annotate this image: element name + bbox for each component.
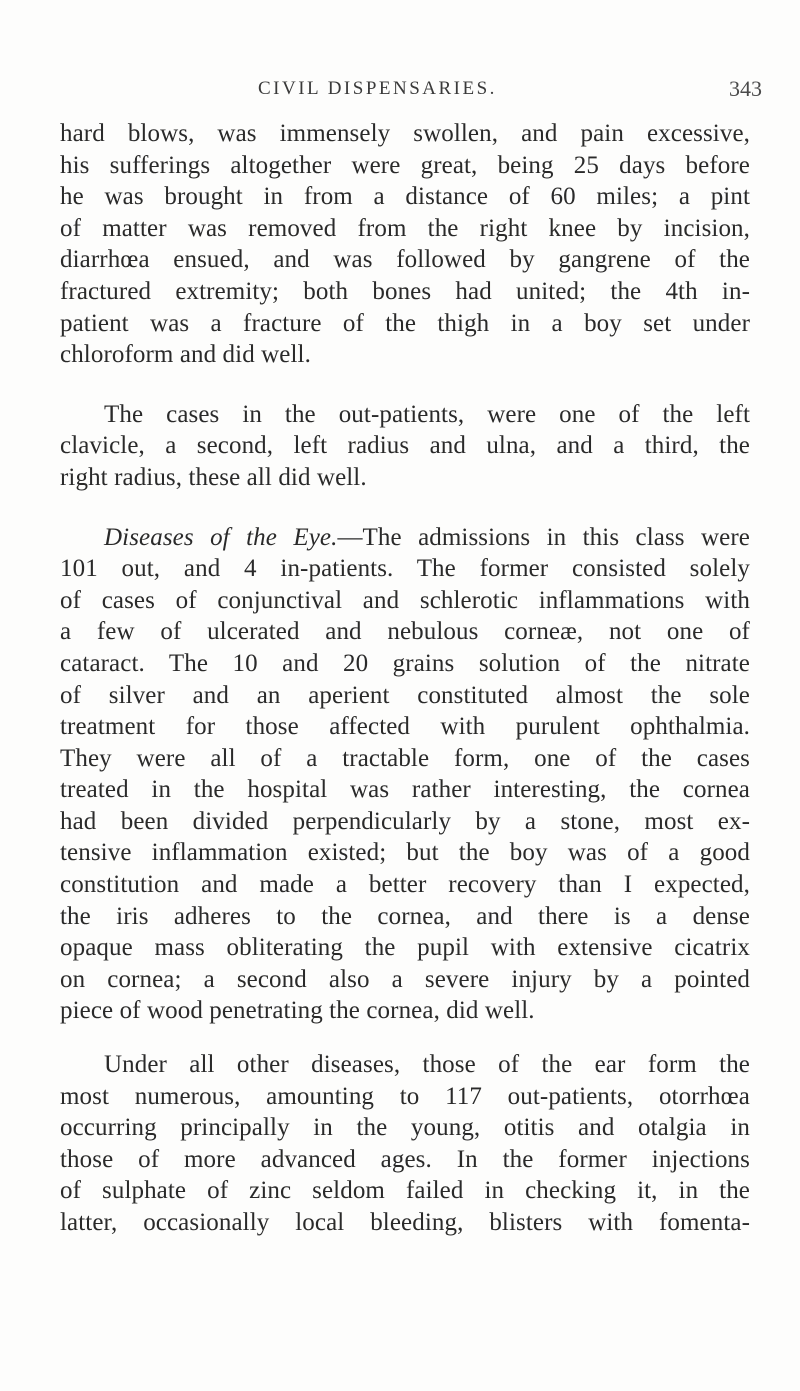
paragraph-spacer: [60, 371, 750, 399]
text-line: of matter was removed from the right knee by incision,: [60, 214, 750, 242]
text-line: tensive inflammation existed; but the boy was of a good: [60, 839, 750, 867]
text-line: had been divided perpendicularly by a stone, most ex-: [60, 807, 750, 835]
text-line: constitution and made a better recovery than I expected,: [60, 871, 750, 899]
text-line: the iris adheres to the cornea, and there is a dense: [60, 902, 750, 930]
text-line: those of more advanced ages. In the former injections: [60, 1145, 750, 1173]
text-line: chloroform and did well.: [60, 341, 311, 369]
section-heading: Diseases of the Eye.: [104, 523, 338, 551]
text-line: The cases in the out-patients, were one of the left: [104, 400, 750, 428]
text-line: on cornea; a second also a severe injury by a pointed: [60, 965, 750, 993]
text-line: clavicle, a second, left radius and ulna, and a third, the: [60, 432, 750, 460]
text-line: patient was a fracture of the thigh in a boy set under: [60, 309, 750, 337]
paragraph-spacer: [60, 494, 750, 522]
text-line: occurring principally in the young, otitis and otalgia in: [60, 1114, 750, 1142]
body-text: [60, 118, 750, 1239]
page-number: 343: [729, 76, 762, 101]
text-line: opaque mass obliterating the pupil with extensive cicatrix: [60, 934, 750, 962]
paragraph-other-diseases: [60, 1049, 750, 1239]
text-line: latter, occasionally local bleeding, blisters with fomenta-: [60, 1209, 750, 1236]
text-line: They were all of a tractable form, one of the cases: [60, 744, 750, 772]
text-line: treated in the hospital was rather interesting, the cornea: [60, 776, 750, 804]
text-line: hard blows, was immensely swollen, and pain excessive,: [60, 120, 750, 147]
text-line: of sulphate of zinc seldom failed in checking it, in the: [60, 1177, 750, 1205]
text-line: piece of wood penetrating the cornea, did well.: [60, 997, 535, 1025]
text-line: cataract. The 10 and 20 grains solution of the nitrate: [60, 649, 750, 677]
paragraph-fracture-cases: [60, 118, 750, 371]
paragraph-diseases-of-the-eye: [60, 522, 750, 1028]
text-line: diarrhœa ensued, and was followed by gangrene of the: [60, 246, 750, 274]
text-line: [60, 522, 750, 554]
running-title: CIVIL DISPENSARIES.: [258, 78, 497, 99]
paragraph-out-patients: [60, 399, 750, 494]
text-line: right radius, these all did well.: [60, 463, 367, 491]
running-header: [0, 78, 800, 108]
text-line: of cases of conjunctival and schlerotic inflammations with: [60, 586, 750, 614]
text-line: treatment for those affected with purulent ophthalmia.: [60, 713, 750, 741]
text-line: he was brought in from a distance of 60 miles; a pint: [60, 183, 750, 211]
text-line: Under all other diseases, those of the ear form the: [104, 1051, 750, 1079]
text-line: of silver and an aperient constituted almost the sole: [60, 681, 750, 709]
text-line: his sufferings altogether were great, being 25 days before: [60, 151, 750, 179]
text-line: 101 out, and 4 in-patients. The former consisted solely: [60, 555, 750, 583]
text-line: fractured extremity; both bones had united; the 4th in-: [60, 277, 750, 305]
text-line: a few of ulcerated and nebulous corneæ, not one of: [60, 618, 750, 646]
paragraph-spacer: [60, 1027, 750, 1049]
text-line: most numerous, amounting to 117 out-patients, otorrhœa: [60, 1082, 750, 1110]
heading-line-text: —The admissions in this class were: [337, 523, 750, 551]
